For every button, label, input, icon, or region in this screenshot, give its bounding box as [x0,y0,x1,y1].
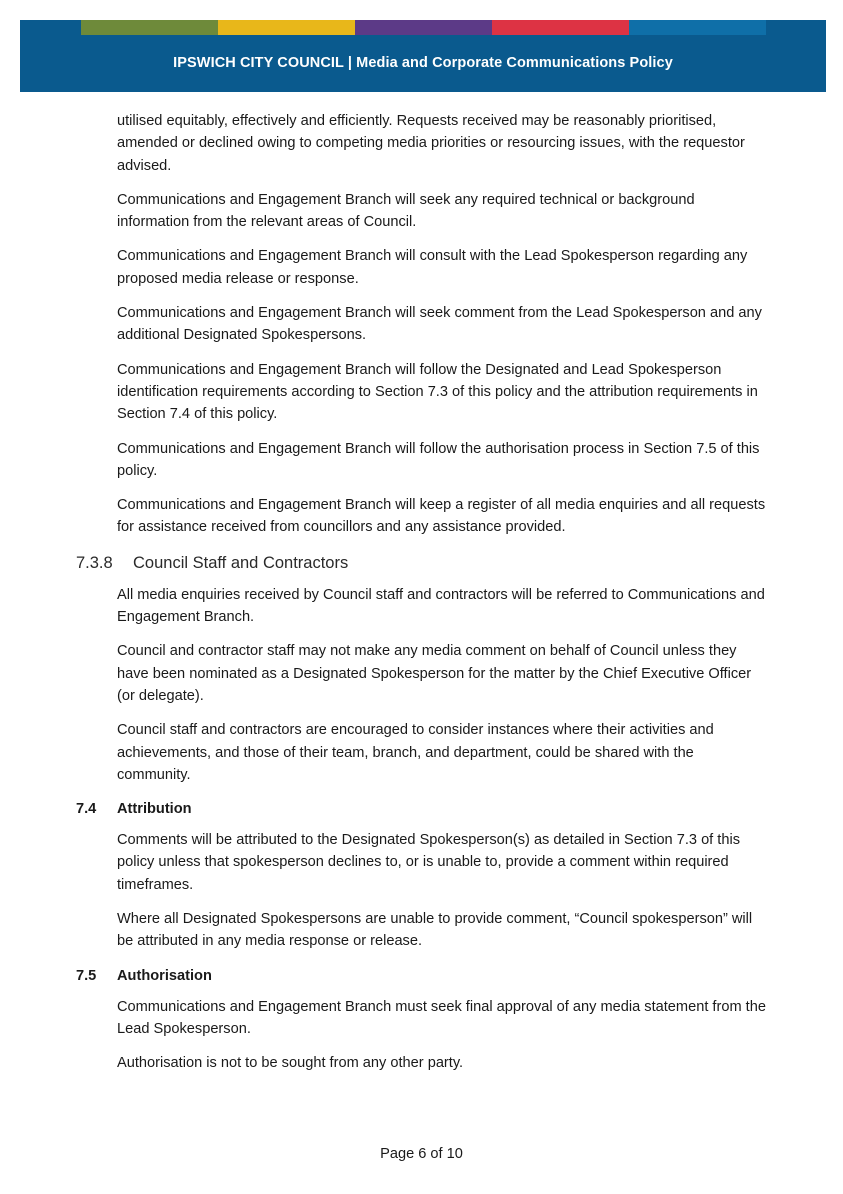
section-number: 7.5 [76,967,97,984]
section-heading-7-4 [76,798,726,820]
paragraph: Communications and Engagement Branch will consult with the Lead Spokesperson regarding any proposed media release or response. [117,248,748,287]
stripe-red [492,20,629,35]
paragraph: Communications and Engagement Branch will seek comment from the Lead Spokesperson and any additional Designated Spokespersons. [117,305,762,344]
paragraph: Authorisation is not to be sought from any other party. [117,1055,464,1072]
section-number: 7.3.8 [76,553,113,572]
stripe-blue [629,20,766,35]
page-header [20,20,826,92]
section-title: Authorisation [117,967,212,984]
paragraph: Communications and Engagement Branch will keep a register of all media enquiries and all requests for assistance received from councillors and any assistance provided. [117,497,766,536]
page-content [76,110,767,1087]
stripe-green [81,20,218,35]
paragraph: utilised equitably, effectively and efficiently. Requests received may be reasonably prioritised, amended or declined owing to competing media priorities or resourcing issues, with the requestor advised. [117,113,745,174]
subsection-heading-7-3-8 [76,551,726,575]
paragraph: Communications and Engagement Branch will follow the Designated and Lead Spokesperson identification requirements according to Section 7.3 of this policy and the attribution requirements in Section 7.4 of this policy. [117,361,758,423]
stripe-purple [355,20,492,35]
section-title: Council Staff and Contractors [133,553,349,572]
color-stripes [81,20,766,35]
stripe-yellow [218,20,355,35]
section-heading-7-5 [76,965,726,987]
paragraph: All media enquiries received by Council staff and contractors will be referred to Communications and Engagement Branch. [117,586,765,626]
document-title: IPSWICH CITY COUNCIL | Media and Corporate Communications Policy [173,55,673,71]
paragraph: Comments will be attributed to the Designated Spokesperson(s) as detailed in Section 7.3 of this policy unless that spokesperson declines to, or is unable to, provide a comment within required timeframes. [117,832,741,893]
paragraph: Communications and Engagement Branch will follow the authorisation process in Section 7.5 of this policy. [117,440,760,479]
paragraph: Communications and Engagement Branch must seek final approval of any media statement from the Lead Spokesperson. [117,998,766,1037]
paragraph: Council staff and contractors are encouraged to consider instances where their activities and achievements, and those of their team, branch, and department, could be shared with the community. [117,722,714,783]
paragraph: Council and contractor staff may not make any media comment on behalf of Council unless they have been nominated as a Designated Spokesperson for the matter by the Chief Executive Officer (or delegate). [117,643,752,704]
paragraph: Communications and Engagement Branch will seek any required technical or background information from the relevant areas of Council. [117,191,695,231]
page-number: Page 6 of 10 [380,1146,463,1162]
paragraph: Where all Designated Spokespersons are unable to provide comment, “Council spokesperson” will be attributed in any media response or release. [117,911,753,950]
section-number: 7.4 [76,801,97,818]
section-title: Attribution [117,801,192,818]
